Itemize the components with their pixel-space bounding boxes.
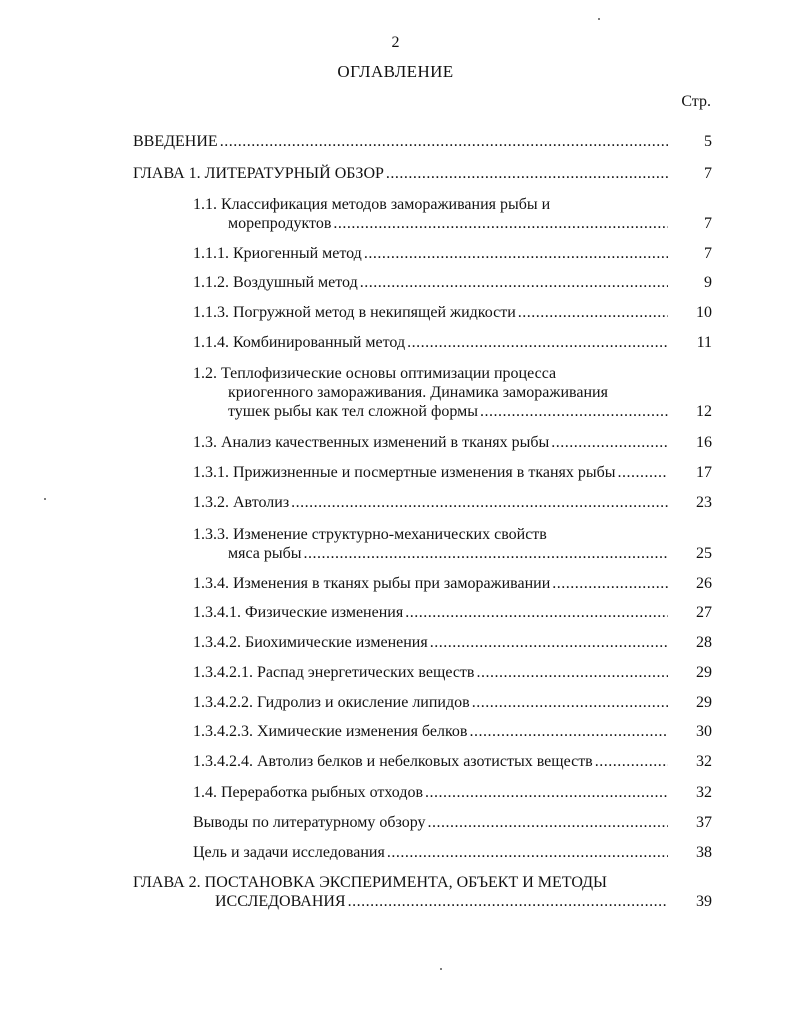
toc-entry-title: тушек рыбы как тел сложной формы <box>228 403 478 420</box>
leader-dots <box>220 132 668 152</box>
toc-page-number: 7 <box>704 245 712 262</box>
leader-dots <box>405 603 668 623</box>
toc-entry-title-line: 1.3.3. Изменение структурно-механических свойств <box>193 526 547 543</box>
toc-page-number: 10 <box>696 304 712 321</box>
toc-entry-1-3-4 <box>193 574 670 594</box>
toc-entry-title-line: 1.2. Теплофизические основы оптимизации процесса <box>193 365 557 382</box>
toc-entry-1-3-4-2-2 <box>193 693 670 713</box>
leader-dots <box>428 813 668 833</box>
leader-dots <box>387 843 668 863</box>
toc-entry-1-3-4-2 <box>193 633 670 653</box>
toc-entry-1-3-4-2-1 <box>193 663 670 683</box>
toc-entry-1-1-4 <box>193 333 670 353</box>
toc-page-number: 9 <box>704 274 712 291</box>
toc-entry-title: 1.3.1. Прижизненные и посмертные изменения в тканях рыбы <box>193 464 616 481</box>
toc-entry-chapter-1 <box>133 164 670 184</box>
leader-dots <box>469 722 668 742</box>
leader-dots <box>348 892 668 912</box>
leader-dots <box>551 433 668 453</box>
toc-entry-1-4 <box>193 783 670 803</box>
toc-page-number: 26 <box>696 575 712 592</box>
toc-entry-1-2 <box>228 402 670 422</box>
toc-entry-1-3-4-1 <box>193 603 670 623</box>
toc-entry-title: 1.3.4.2.4. Автолиз белков и небелковых азотистых веществ <box>193 753 593 770</box>
toc-entry-1-3-3 <box>228 544 670 564</box>
toc-entry-title: ГЛАВА 1. ЛИТЕРАТУРНЫЙ ОБЗОР <box>133 165 384 182</box>
toc-entry-title: морепродуктов <box>228 215 332 232</box>
toc-entry-goals <box>193 843 670 863</box>
toc-entry-title: ВВЕДЕНИЕ <box>133 133 218 150</box>
leader-dots <box>480 402 668 422</box>
leader-dots <box>618 463 668 483</box>
toc-page-number: 12 <box>696 403 712 420</box>
toc-entry-1-1-3 <box>193 303 670 323</box>
toc-entry-title: 1.4. Переработка рыбных отходов <box>193 784 424 801</box>
leader-dots <box>386 164 668 184</box>
toc-entry-title: 1.3. Анализ качественных изменений в тканях рыбы <box>193 434 550 451</box>
toc-entry-title: 1.1.3. Погружной метод в некипящей жидкости <box>193 304 516 321</box>
toc-entry-conclusions <box>193 813 670 833</box>
page-column-header: Стр. <box>681 93 711 110</box>
toc-entry-title: мяса рыбы <box>228 545 302 562</box>
toc-page-number: 5 <box>704 133 712 150</box>
leader-dots <box>552 574 668 594</box>
leader-dots <box>407 333 668 353</box>
toc-entry-title: 1.3.4. Изменения в тканях рыбы при замораживании <box>193 575 551 592</box>
toc-page-number: 16 <box>696 434 712 451</box>
toc-entry-1-3 <box>193 433 670 453</box>
toc-page-number: 28 <box>696 634 712 651</box>
toc-page-number: 37 <box>696 814 712 831</box>
toc-entry-chapter-2 <box>215 892 670 912</box>
toc-page-number: 38 <box>696 844 712 861</box>
scan-speck <box>598 18 600 20</box>
toc-entry-title: 1.3.2. Автолиз <box>193 494 290 511</box>
toc-entry-1-3-4-2-4 <box>193 752 670 772</box>
toc-page-number: 27 <box>696 604 712 621</box>
toc-entry-title: 1.3.4.2.3. Химические изменения белков <box>193 723 468 740</box>
toc-entry-title: 1.3.4.2. Биохимические изменения <box>193 634 428 651</box>
toc-page-number: 11 <box>696 334 712 351</box>
toc-entry-title: 1.3.4.1. Физические изменения <box>193 604 404 621</box>
toc-entry-title: Выводы по литературному обзору <box>193 814 426 831</box>
toc-entry-1-1-1 <box>193 244 670 264</box>
toc-page-number: 32 <box>696 784 712 801</box>
scan-speck <box>44 498 46 500</box>
toc-page-number: 32 <box>696 753 712 770</box>
toc-entry-title: Цель и задачи исследования <box>193 844 385 861</box>
leader-dots <box>518 303 668 323</box>
toc-page-number: 23 <box>696 494 712 511</box>
toc-page-number: 29 <box>696 694 712 711</box>
toc-entry-title-line: ГЛАВА 2. ПОСТАНОВКА ЭКСПЕРИМЕНТА, ОБЪЕКТ И МЕТОДЫ <box>133 874 607 891</box>
toc-entry-title: 1.1.2. Воздушный метод <box>193 274 358 291</box>
toc-entry-title-line: 1.1. Классификация методов замораживания рыбы и <box>193 196 551 213</box>
toc-entry-title: ИССЛЕДОВАНИЯ <box>215 893 346 910</box>
leader-dots <box>364 244 668 264</box>
toc-entry-1-1 <box>228 214 670 234</box>
toc-entry-title: 1.3.4.2.2. Гидролиз и окисление липидов <box>193 694 470 711</box>
toc-page-number: 7 <box>704 215 712 232</box>
toc-entry-title-line: криогенного замораживания. Динамика замораживания <box>228 384 608 401</box>
leader-dots <box>360 273 668 293</box>
scan-speck <box>440 968 442 970</box>
toc-entry-title: 1.1.1. Криогенный метод <box>193 245 362 262</box>
toc-page-number: 29 <box>696 664 712 681</box>
toc-entry-introduction <box>133 132 670 152</box>
toc-page-number: 30 <box>696 723 712 740</box>
leader-dots <box>291 493 668 513</box>
toc-page-number: 39 <box>696 893 712 910</box>
toc-entry-1-3-2 <box>193 493 670 513</box>
toc-entry-1-3-1 <box>193 463 670 483</box>
leader-dots <box>333 214 668 234</box>
toc-entry-1-1-2 <box>193 273 670 293</box>
toc-page-number: 7 <box>704 165 712 182</box>
toc-entry-title: 1.1.4. Комбинированный метод <box>193 334 406 351</box>
page-number: 2 <box>391 34 400 51</box>
toc-page-number: 17 <box>696 464 712 481</box>
leader-dots <box>476 663 668 683</box>
toc-entry-1-3-4-2-3 <box>193 722 670 742</box>
leader-dots <box>595 752 668 772</box>
leader-dots <box>425 783 668 803</box>
page-title: ОГЛАВЛЕНИЕ <box>337 62 454 81</box>
toc-entry-title: 1.3.4.2.1. Распад энергетических веществ <box>193 664 475 681</box>
leader-dots <box>430 633 668 653</box>
toc-page-number: 25 <box>696 545 712 562</box>
leader-dots <box>304 544 668 564</box>
leader-dots <box>472 693 668 713</box>
